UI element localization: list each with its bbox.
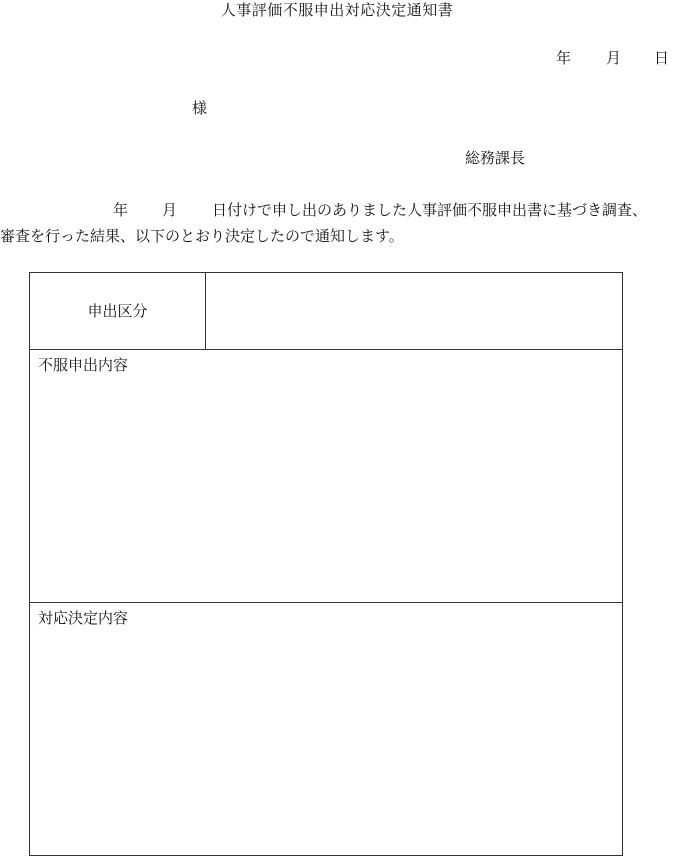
category-row (30, 273, 622, 350)
decision-content-label: 対応決定内容 (38, 609, 129, 627)
recipient-honorific: 様 (192, 99, 208, 117)
body-text-line-1: 日付けで申し出のありました人事評価不服申出書に基づき調査、 (212, 201, 648, 219)
category-value-field[interactable] (206, 273, 622, 349)
decision-content-row[interactable] (30, 603, 622, 855)
date-year-label: 年 (556, 49, 572, 67)
body-year-label: 年 (113, 201, 129, 219)
sender-title: 総務課長 (465, 149, 526, 167)
decision-form-table (29, 272, 623, 856)
body-text-line-2: 審査を行った結果、以下のとおり決定したので通知します。 (0, 227, 404, 245)
complaint-content-label: 不服申出内容 (38, 356, 129, 374)
category-label-cell (30, 273, 206, 349)
date-day-label: 日 (654, 49, 670, 67)
complaint-content-row[interactable] (30, 350, 622, 603)
date-month-label: 月 (606, 49, 622, 67)
body-month-label: 月 (162, 201, 178, 219)
category-label: 申出区分 (87, 302, 148, 320)
document-title: 人事評価不服申出対応決定通知書 (220, 1, 454, 19)
